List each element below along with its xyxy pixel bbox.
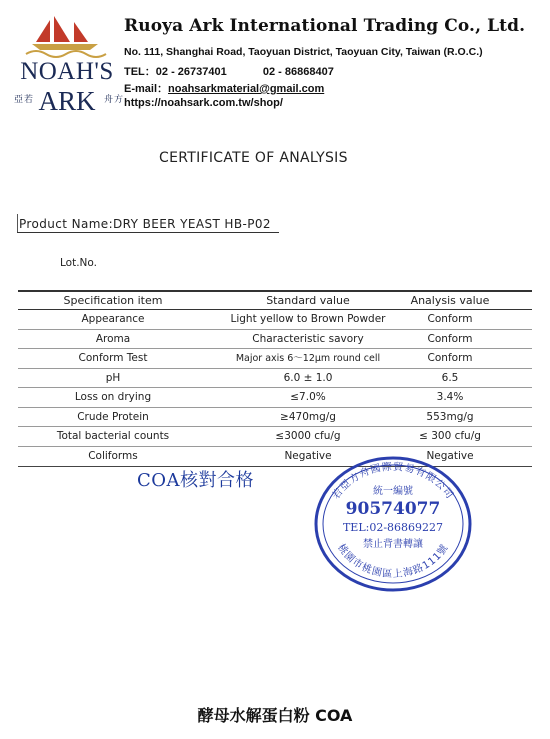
cell-analysis: Conform	[427, 332, 473, 345]
cell-analysis: Conform	[427, 313, 473, 325]
company-seal-stamp	[312, 452, 474, 594]
logo-chinese-right: 方舟	[102, 94, 122, 103]
cell-analysis: 3.4%	[436, 391, 464, 403]
cell-spec: Total bacterial counts	[56, 430, 170, 442]
cell-standard: Characteristic savory	[252, 332, 364, 345]
cell-spec: Appearance	[81, 313, 145, 325]
header-standard-value: Standard value	[266, 294, 350, 307]
company-address: No. 111, Shanghai Road, Taoyuan District, Taoyuan City, Taiwan (R.O.C.)	[124, 46, 483, 58]
cell-spec: pH	[105, 371, 121, 384]
stamp-bottom-text: 桃園市桃園區上海路111號	[335, 542, 451, 581]
phone-secondary: 02 - 86868407	[262, 66, 334, 78]
company-logo	[12, 14, 122, 116]
cell-standard: 6.0 ± 1.0	[283, 371, 333, 384]
cell-analysis: ≤ 300 cfu/g	[419, 430, 481, 442]
cell-spec: Conform Test	[78, 352, 148, 364]
company-website[interactable]: https://noahsark.com.tw/shop/	[124, 97, 283, 109]
table-header-row	[18, 291, 532, 311]
table-row	[18, 408, 532, 428]
email-label: E-mail：	[124, 83, 169, 95]
cell-analysis: 553mg/g	[426, 410, 474, 423]
coa-verified-note: COA核對合格	[137, 470, 255, 491]
ship-emblem-icon	[12, 14, 122, 60]
cell-standard: ≤7.0%	[290, 391, 326, 403]
table-row	[18, 310, 532, 330]
cell-spec: Loss on drying	[74, 391, 152, 403]
logo-word-top: NOAH'S	[20, 58, 114, 85]
image-caption: 酵母水解蛋白粉 COA	[197, 706, 353, 725]
cell-spec: Aroma	[95, 332, 131, 345]
header-spec-item: Specification item	[63, 294, 163, 307]
company-name: Ruoya Ark International Trading Co., Ltd.	[124, 16, 526, 36]
stamp-line-4: 禁止背書轉讓	[363, 539, 423, 550]
cell-analysis: Negative	[426, 449, 474, 462]
stamp-tax-id: 90574077	[345, 499, 441, 519]
stamp-outer-text: 若亞方舟國際貿易有限公司	[330, 461, 456, 502]
company-email	[124, 80, 324, 96]
cell-spec: Coliforms	[88, 449, 138, 462]
product-underline	[17, 232, 279, 233]
logo-chinese-left: 若亞	[12, 94, 32, 103]
header-analysis-value: Analysis value	[410, 294, 490, 307]
cell-standard: Major axis 6～12μm round cell	[235, 353, 381, 364]
lot-number-label: Lot.No.	[60, 257, 97, 269]
stamp-line-1: 統一編號	[373, 486, 413, 497]
cell-standard: ≤3000 cfu/g	[275, 430, 341, 442]
cell-analysis: 6.5	[441, 371, 459, 384]
cell-spec: Crude Protein	[77, 410, 149, 423]
cell-analysis: Conform	[427, 352, 473, 364]
cell-standard: Negative	[284, 449, 332, 462]
phone-primary: TEL：02 - 26737401	[124, 66, 227, 78]
table-row	[18, 427, 532, 447]
table-row	[18, 330, 532, 350]
company-phone	[124, 63, 334, 79]
logo-word-bottom: ARK	[38, 86, 96, 116]
table-row	[18, 388, 532, 408]
product-border	[17, 214, 18, 233]
table-row	[18, 369, 532, 389]
product-name: Product Name:DRY BEER YEAST HB-P02	[19, 217, 271, 231]
email-link[interactable]: noahsarkmaterial@gmail.com	[168, 83, 325, 95]
stamp-tel: TEL:02-86869227	[342, 521, 444, 534]
cell-standard: Light yellow to Brown Powder	[230, 313, 386, 325]
cell-standard: ≥470mg/g	[280, 410, 336, 423]
table-row	[18, 349, 532, 369]
document-title: CERTIFICATE OF ANALYSIS	[159, 150, 348, 166]
